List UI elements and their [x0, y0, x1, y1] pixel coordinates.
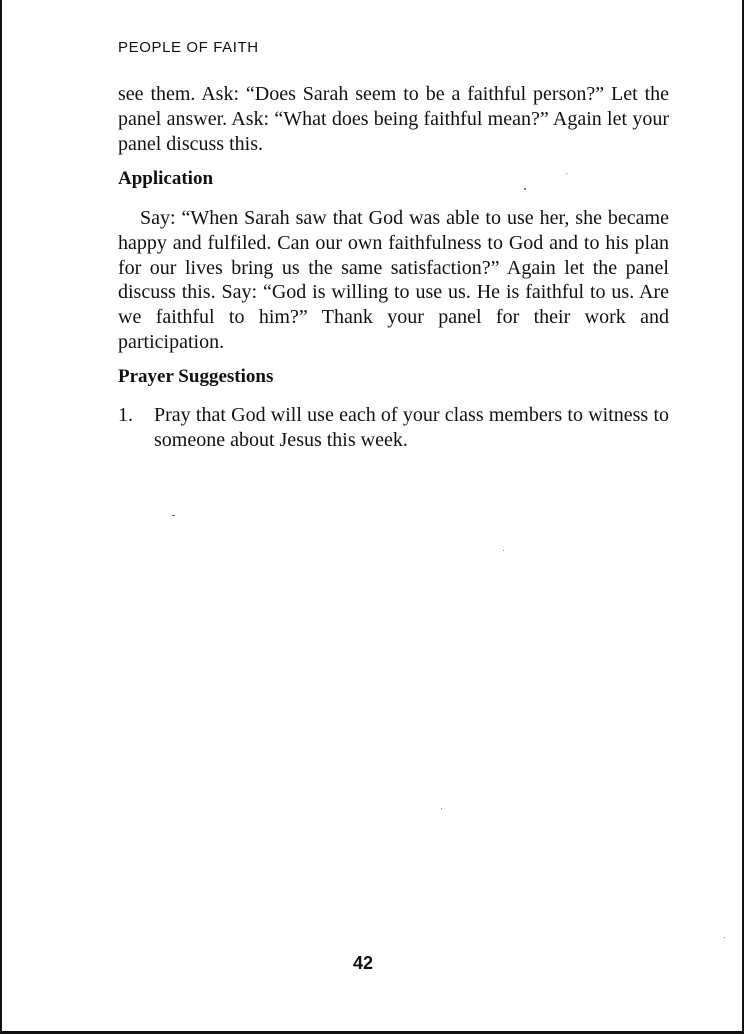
scan-speck: [172, 515, 175, 516]
scan-speck: [566, 173, 567, 174]
scan-speck: [503, 550, 504, 551]
intro-paragraph: see them. Ask: “Does Sarah seem to be a faithful person?” Let the panel answer. Ask: “What does being faithful mean?” Again let your panel discuss this.: [118, 83, 669, 155]
prayer-suggestions-heading: Prayer Suggestions: [118, 366, 274, 387]
page-number: 42: [353, 953, 374, 973]
scan-edge-left: [0, 0, 2, 1034]
prayer-list-item: [118, 403, 669, 453]
running-head: PEOPLE OF FAITH: [118, 39, 259, 56]
scan-speck: [441, 808, 442, 809]
scan-speck: [724, 937, 725, 938]
application-paragraph: Say: “When Sarah saw that God was able to use her, she became happy and fulfiled. Can our own faithfulness to God and to his plan for our lives bring us the same satisfaction?” Again let the panel discuss this. Say: “God is willing to use us. He is faithful to us. Are we faithful to him?” Thank your panel for their work and participation.: [118, 207, 669, 353]
prayer-list-text: Pray that God will use each of your class members to witness to someone about Jesus this week.: [154, 404, 669, 451]
scan-speck: [524, 188, 526, 190]
prayer-list-number: 1.: [118, 404, 133, 426]
application-heading: Application: [118, 168, 214, 189]
